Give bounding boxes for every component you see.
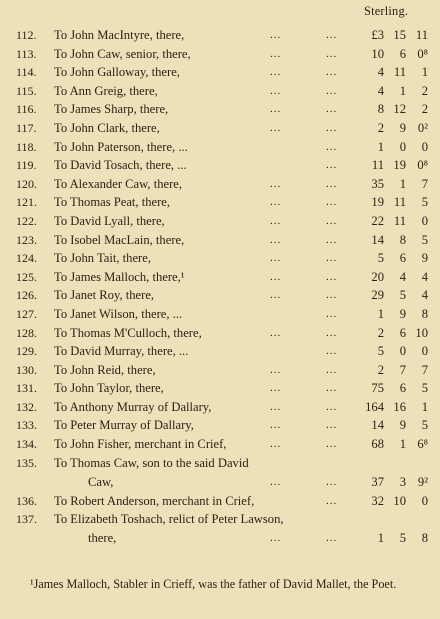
sterling-amount [350, 45, 430, 64]
amount-pence: 0 [421, 344, 428, 359]
ledger-entry [0, 212, 440, 231]
amount-shillings: 15 [393, 28, 406, 42]
amount-pounds: 2 [377, 120, 384, 135]
leader-dots: ... [326, 84, 338, 97]
leader-dots: ... [270, 363, 282, 376]
amount-shillings: 11 [393, 65, 406, 80]
ledger-entry [0, 45, 440, 64]
entry-number: 112. [16, 28, 37, 42]
amount-shillings: 19 [393, 158, 406, 173]
entry-number: 115. [16, 83, 37, 98]
entry-description: To Janet Roy, there, [54, 288, 155, 303]
sterling-amount [350, 119, 430, 138]
leader-dots: ... [326, 363, 338, 376]
leader-dots: ... [270, 475, 282, 488]
amount-pounds: £3 [371, 28, 384, 42]
entry-description: To Robert Anderson, merchant in Crief, [54, 493, 255, 508]
ledger-entry [0, 100, 440, 119]
entry-number: 113. [16, 46, 37, 61]
entry-description: To Thomas M'Culloch, there, [54, 325, 202, 340]
amount-shillings: 3 [399, 474, 406, 489]
ledger-entry [0, 379, 440, 398]
sterling-amount [350, 435, 430, 454]
leader-dots: ... [326, 140, 338, 153]
sterling-amount [350, 361, 430, 380]
amount-pence: 8 [421, 306, 428, 321]
amount-shillings: 9 [399, 418, 406, 433]
leader-dots: ... [326, 289, 338, 302]
amount-pence: 5 [421, 381, 428, 396]
amount-pounds: 2 [377, 325, 384, 340]
entry-description: To James Sharp, there, [54, 102, 169, 117]
leader-dots: ... [326, 307, 338, 320]
ledger-entry [0, 119, 440, 138]
leader-dots: ... [326, 29, 338, 41]
leader-dots: ... [270, 103, 282, 116]
amount-pence: 0⁸ [417, 158, 428, 173]
amount-pounds: 5 [377, 344, 384, 359]
sterling-amount [350, 212, 430, 231]
leader-dots: ... [326, 103, 338, 116]
entry-number: 136. [16, 493, 37, 508]
entry-description: To James Malloch, there,¹ [54, 269, 185, 284]
sterling-amount [350, 342, 430, 361]
entry-number: 130. [16, 362, 37, 377]
sterling-amount [350, 379, 430, 398]
amount-pounds: 37 [371, 474, 384, 489]
entry-description: To Elizabeth Toshach, relict of Peter Lawson, [54, 512, 284, 527]
amount-pence: 5 [421, 232, 428, 247]
leader-dots: ... [270, 532, 282, 545]
ledger-entry [0, 361, 440, 380]
entry-description: To John MacIntyre, there, [54, 28, 185, 42]
amount-shillings: 1 [399, 437, 406, 452]
leader-dots: ... [270, 47, 282, 60]
entry-number: 133. [16, 418, 37, 433]
leader-dots: ... [326, 214, 338, 227]
amount-pence: 9 [421, 251, 428, 266]
entry-number: 117. [16, 120, 37, 135]
amount-pence: 4 [421, 269, 428, 284]
amount-pounds: 14 [371, 232, 384, 247]
entry-number: 120. [16, 176, 37, 191]
leader-dots: ... [326, 177, 338, 190]
amount-shillings: 0 [399, 139, 406, 154]
leader-dots: ... [270, 270, 282, 283]
ledger-entry [0, 63, 440, 82]
leader-dots: ... [326, 196, 338, 209]
footnote: ¹James Malloch, Stabler in Crieff, was the father of David Mallet, the Poet. [30, 577, 397, 591]
amount-shillings: 6 [399, 325, 406, 340]
entry-number: 122. [16, 213, 37, 228]
amount-pounds: 20 [371, 269, 384, 284]
ledger-entry [0, 156, 440, 175]
leader-dots: ... [326, 382, 338, 395]
sterling-amount [350, 156, 430, 175]
amount-shillings: 12 [393, 102, 406, 117]
amount-pounds: 164 [365, 399, 384, 414]
leader-dots: ... [326, 252, 338, 265]
leader-dots: ... [326, 66, 338, 79]
ledger-entry [0, 286, 440, 305]
entry-number: 137. [16, 512, 37, 527]
entry-number: 131. [16, 381, 37, 396]
entry-number: 121. [16, 195, 37, 210]
sterling-amount [350, 492, 430, 511]
amount-shillings: 5 [399, 531, 406, 546]
entry-description: To Thomas Peat, there, [54, 195, 171, 210]
sterling-amount [350, 416, 430, 435]
entry-number: 135. [16, 455, 37, 470]
amount-shillings: 16 [393, 399, 406, 414]
entry-description: To Ann Greig, there, [54, 83, 158, 98]
leader-dots: ... [326, 475, 338, 488]
entry-description: To Isobel MacLain, there, [54, 232, 185, 247]
ledger-entry [0, 268, 440, 287]
entry-description: To David Tosach, there, ... [54, 158, 187, 173]
leader-dots: ... [270, 214, 282, 227]
amount-pence: 0 [421, 139, 428, 154]
sterling-amount [350, 26, 430, 45]
sterling-amount [350, 286, 430, 305]
entry-description: To Anthony Murray of Dallary, [54, 399, 212, 414]
amount-shillings: 1 [399, 176, 406, 191]
amount-shillings: 6 [399, 46, 406, 61]
entry-description: To John Taylor, there, [54, 381, 164, 396]
amount-pounds: 1 [377, 306, 384, 321]
leader-dots: ... [326, 159, 338, 172]
leader-dots: ... [326, 438, 338, 451]
entry-number: 125. [16, 269, 37, 284]
leader-dots: ... [326, 419, 338, 432]
leader-dots: ... [270, 289, 282, 302]
ledger-entry [0, 492, 440, 511]
ledger-entry [0, 249, 440, 268]
entry-number: 129. [16, 344, 37, 359]
sterling-amount [350, 529, 430, 548]
leader-dots: ... [326, 270, 338, 283]
entry-description: To Thomas Caw, son to the said David [54, 455, 249, 470]
ledger-entry [0, 510, 440, 548]
amount-shillings: 6 [399, 381, 406, 396]
leader-dots: ... [326, 494, 338, 507]
amount-pounds: 35 [371, 176, 384, 191]
ledger-entry [0, 82, 440, 101]
amount-pounds: 32 [371, 493, 384, 508]
leader-dots: ... [270, 29, 282, 41]
amount-shillings: 11 [393, 195, 406, 210]
entry-number: 126. [16, 288, 37, 303]
entry-description: To Peter Murray of Dallary, [54, 418, 194, 433]
ledger-entry [0, 416, 440, 435]
amount-pence: 11 [415, 28, 428, 42]
entry-number: 127. [16, 306, 37, 321]
amount-pounds: 5 [377, 251, 384, 266]
leader-dots: ... [270, 121, 282, 134]
entry-description-continued: Caw, [88, 474, 114, 489]
ledger-entry [0, 231, 440, 250]
leader-dots: ... [326, 532, 338, 545]
leader-dots: ... [270, 252, 282, 265]
entry-number: 114. [16, 65, 37, 80]
amount-shillings: 6 [399, 251, 406, 266]
entry-description: To Alexander Caw, there, [54, 176, 183, 191]
ledger-entry [0, 26, 440, 45]
entry-number: 123. [16, 232, 37, 247]
amount-shillings: 4 [399, 269, 406, 284]
ledger-entry [0, 305, 440, 324]
ledger-list [0, 26, 440, 548]
entry-description: To John Caw, senior, there, [54, 46, 191, 61]
ledger-entry [0, 193, 440, 212]
entry-number: 134. [16, 437, 37, 452]
sterling-amount [350, 193, 430, 212]
entry-number: 119. [16, 158, 37, 173]
leader-dots: ... [270, 66, 282, 79]
leader-dots: ... [326, 326, 338, 339]
leader-dots: ... [270, 382, 282, 395]
sterling-amount [350, 249, 430, 268]
amount-pence: 5 [421, 418, 428, 433]
leader-dots: ... [270, 438, 282, 451]
entry-description: To David Lyall, there, [54, 213, 165, 228]
leader-dots: ... [326, 400, 338, 413]
ledger-entry [0, 175, 440, 194]
amount-pounds: 1 [377, 139, 384, 154]
sterling-amount [350, 231, 430, 250]
sterling-amount [350, 138, 430, 157]
amount-shillings: 5 [399, 288, 406, 303]
entry-number: 124. [16, 251, 37, 266]
amount-pence: 2 [421, 102, 428, 117]
sterling-amount [350, 63, 430, 82]
amount-pence: 5 [421, 195, 428, 210]
ledger-entry [0, 324, 440, 343]
amount-pounds: 8 [377, 102, 384, 117]
amount-pence: 7 [421, 176, 428, 191]
amount-pounds: 2 [377, 362, 384, 377]
entry-description: To John Paterson, there, ... [54, 139, 188, 154]
sterling-amount [350, 268, 430, 287]
ledger-entry [0, 454, 440, 492]
amount-pence: 1 [421, 65, 428, 80]
entry-description: To David Murray, there, ... [54, 344, 189, 359]
ledger-entry [0, 435, 440, 454]
leader-dots: ... [270, 196, 282, 209]
amount-shillings: 7 [399, 362, 406, 377]
amount-pence: 6⁸ [417, 437, 428, 452]
amount-pounds: 11 [371, 158, 384, 173]
amount-shillings: 9 [399, 306, 406, 321]
amount-pence: 0 [421, 493, 428, 508]
leader-dots: ... [326, 121, 338, 134]
sterling-amount [350, 305, 430, 324]
entry-number: 128. [16, 325, 37, 340]
entry-description-continued: there, [88, 531, 117, 546]
amount-shillings: 0 [399, 344, 406, 359]
leader-dots: ... [270, 326, 282, 339]
sterling-amount [350, 82, 430, 101]
amount-pence: 2 [421, 83, 428, 98]
amount-pence: 0² [417, 120, 428, 135]
leader-dots: ... [326, 345, 338, 358]
amount-pence: 0⁸ [417, 46, 428, 61]
amount-pence: 8 [421, 531, 428, 546]
sterling-column-header: Sterling. [364, 4, 409, 18]
amount-pounds: 22 [371, 213, 384, 228]
amount-shillings: 1 [399, 83, 406, 98]
entry-description: To Janet Wilson, there, ... [54, 306, 183, 321]
leader-dots: ... [270, 400, 282, 413]
amount-shillings: 8 [399, 232, 406, 247]
amount-pence: 10 [415, 325, 428, 340]
leader-dots: ... [270, 84, 282, 97]
ledger-entry [0, 342, 440, 361]
amount-pounds: 14 [371, 418, 384, 433]
amount-pounds: 10 [371, 46, 384, 61]
entry-number: 118. [16, 139, 37, 154]
amount-pounds: 29 [371, 288, 384, 303]
amount-shillings: 11 [393, 213, 406, 228]
sterling-amount [350, 175, 430, 194]
amount-shillings: 10 [393, 493, 406, 508]
leader-dots: ... [326, 233, 338, 246]
entry-number: 132. [16, 399, 37, 414]
entry-description: To John Galloway, there, [54, 65, 180, 80]
leader-dots: ... [270, 177, 282, 190]
amount-pounds: 4 [377, 65, 384, 80]
amount-pounds: 1 [377, 531, 384, 546]
entry-description: To John Reid, there, [54, 362, 156, 377]
amount-pence: 1 [421, 399, 428, 414]
amount-pence: 9² [417, 474, 428, 489]
ledger-entry [0, 398, 440, 417]
sterling-amount [350, 473, 430, 492]
amount-pence: 4 [421, 288, 428, 303]
entry-description: To John Fisher, merchant in Crief, [54, 437, 227, 452]
entry-description: To John Clark, there, [54, 120, 160, 135]
sterling-amount [350, 324, 430, 343]
amount-pounds: 75 [371, 381, 384, 396]
leader-dots: ... [326, 47, 338, 60]
amount-pounds: 4 [377, 83, 384, 98]
amount-pounds: 68 [371, 437, 384, 452]
amount-shillings: 9 [399, 120, 406, 135]
sterling-amount [350, 100, 430, 119]
entry-description: To John Tait, there, [54, 251, 151, 266]
entry-number: 116. [16, 102, 37, 117]
amount-pounds: 19 [371, 195, 384, 210]
leader-dots: ... [270, 419, 282, 432]
amount-pence: 0 [421, 213, 428, 228]
sterling-amount [350, 398, 430, 417]
leader-dots: ... [270, 233, 282, 246]
ledger-entry [0, 138, 440, 157]
amount-pence: 7 [421, 362, 428, 377]
